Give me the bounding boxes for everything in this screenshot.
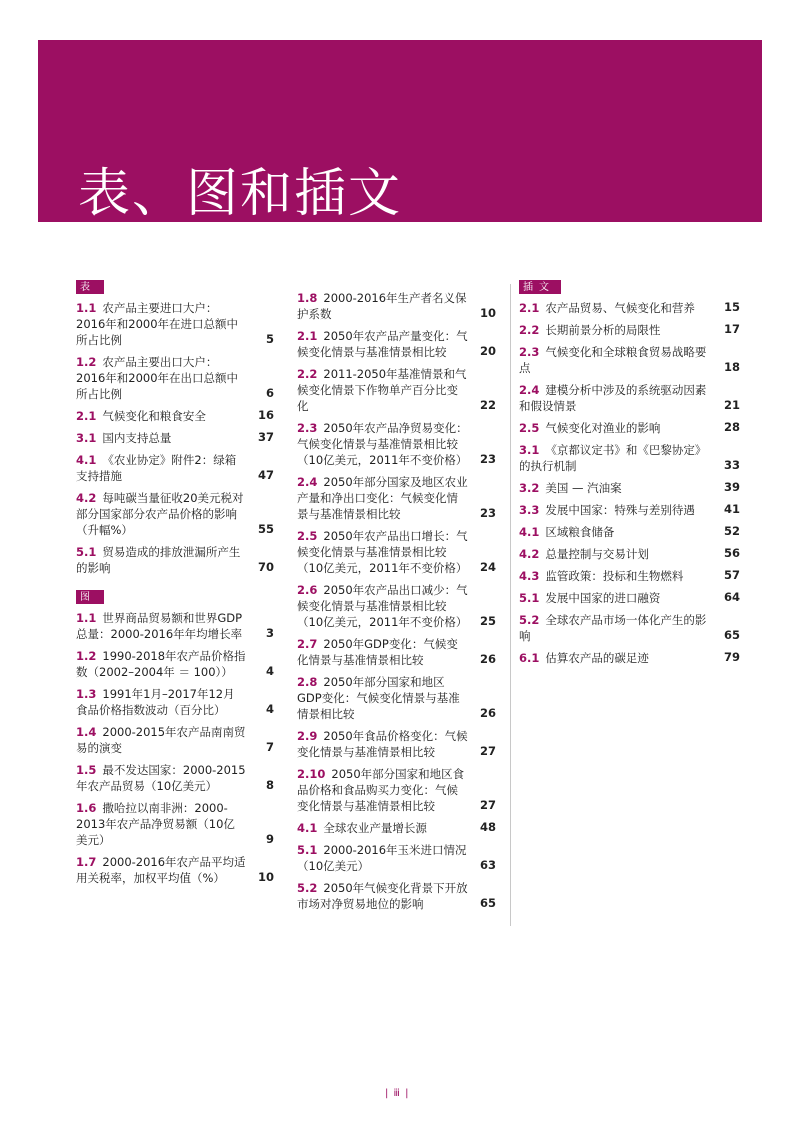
toc-entry[interactable] bbox=[519, 502, 740, 518]
entry-page: 10 bbox=[257, 870, 274, 884]
entry-number: 2.3 bbox=[519, 345, 540, 359]
entry-page: 55 bbox=[257, 522, 274, 536]
entry-page: 41 bbox=[723, 502, 740, 516]
entry-page: 25 bbox=[479, 614, 496, 628]
toc-entry[interactable] bbox=[297, 582, 496, 630]
entry-number: 2.10 bbox=[297, 767, 326, 781]
entry-number: 5.2 bbox=[297, 881, 318, 895]
entry-page: 17 bbox=[723, 322, 740, 336]
page-title: 表、图和插文 bbox=[78, 164, 403, 224]
entry-number: 1.2 bbox=[76, 649, 97, 663]
toc-entry[interactable] bbox=[519, 442, 740, 474]
toc-entry[interactable] bbox=[519, 382, 740, 414]
entry-page: 7 bbox=[265, 740, 274, 754]
entry-title: 区域粮食储备 bbox=[545, 525, 615, 539]
entry-title: 农产品主要进口大户：2016年和2000年在进口总额中所占比例 bbox=[76, 301, 239, 347]
toc-entry[interactable] bbox=[297, 674, 496, 722]
entry-number: 3.1 bbox=[76, 431, 97, 445]
figures-tag: 图 bbox=[76, 590, 104, 604]
toc-entry[interactable] bbox=[297, 420, 496, 468]
toc-entry[interactable] bbox=[519, 568, 740, 584]
toc-entry[interactable] bbox=[297, 880, 496, 912]
toc-entry[interactable] bbox=[76, 762, 274, 794]
entry-number: 2.4 bbox=[519, 383, 540, 397]
entry-page: 15 bbox=[723, 300, 740, 314]
entry-number: 1.5 bbox=[76, 763, 97, 777]
entry-title: 2050年部分国家和地区食品价格和食品购买力变化：气候变化情景与基准情景相比较 bbox=[297, 767, 465, 813]
entry-number: 2.1 bbox=[76, 409, 97, 423]
entry-number: 2.5 bbox=[297, 529, 318, 543]
toc-entry[interactable] bbox=[76, 452, 274, 484]
entry-title: 《京都议定书》和《巴黎协定》的执行机制 bbox=[519, 443, 707, 473]
entry-title: 监管政策：投标和生物燃料 bbox=[545, 569, 684, 583]
toc-entry[interactable] bbox=[519, 524, 740, 540]
toc-entry[interactable] bbox=[76, 724, 274, 756]
entry-number: 1.1 bbox=[76, 301, 97, 315]
entry-page: 18 bbox=[723, 360, 740, 374]
entry-title: 全球农产品市场一体化产生的影响 bbox=[519, 613, 707, 643]
entry-title: 2000-2016年农产品平均适用关税率，加权平均值（%） bbox=[76, 855, 246, 885]
toc-entry[interactable] bbox=[76, 648, 274, 680]
entry-number: 5.1 bbox=[76, 545, 97, 559]
entry-title: 2000-2016年生产者名义保护系数 bbox=[297, 291, 467, 321]
entry-title: 《农业协定》附件2：绿箱支持措施 bbox=[76, 453, 237, 483]
entry-page: 22 bbox=[479, 398, 496, 412]
entry-title: 1990-2018年农产品价格指数（2002–2004年 ＝ 100）） bbox=[76, 649, 246, 679]
entry-title: 2000-2015年农产品南南贸易的演变 bbox=[76, 725, 246, 755]
entry-page: 10 bbox=[479, 306, 496, 320]
entry-number: 5.2 bbox=[519, 613, 540, 627]
column-right bbox=[519, 278, 740, 678]
page-number: | ⅲ | bbox=[385, 1088, 410, 1099]
entry-number: 3.2 bbox=[519, 481, 540, 495]
entry-page: 4 bbox=[265, 664, 274, 678]
entry-number: 2.4 bbox=[297, 475, 318, 489]
entry-title: 发展中国家：特殊与差别待遇 bbox=[545, 503, 695, 517]
entry-page: 27 bbox=[479, 744, 496, 758]
boxes-section bbox=[519, 278, 740, 666]
toc-entry[interactable] bbox=[76, 686, 274, 718]
entry-number: 5.1 bbox=[519, 591, 540, 605]
entry-page: 63 bbox=[479, 858, 496, 872]
entry-number: 2.1 bbox=[297, 329, 318, 343]
toc-entry[interactable] bbox=[76, 544, 274, 576]
entry-title: 农产品主要出口大户：2016年和2000年在出口总额中所占比例 bbox=[76, 355, 239, 401]
entry-number: 5.1 bbox=[297, 843, 318, 857]
entry-page: 37 bbox=[257, 430, 274, 444]
entry-page: 4 bbox=[265, 702, 274, 716]
entry-title: 2011-2050年基准情景和气候变化情景下作物单产百分比变化 bbox=[297, 367, 467, 413]
entry-page: 27 bbox=[479, 798, 496, 812]
toc-entry[interactable] bbox=[297, 842, 496, 874]
entry-page: 21 bbox=[723, 398, 740, 412]
entry-number: 3.3 bbox=[519, 503, 540, 517]
entry-page: 56 bbox=[723, 546, 740, 560]
entry-title: 2050年部分国家和地区GDP变化：气候变化情景与基准情景相比较 bbox=[297, 675, 460, 721]
entry-title: 2050年食品价格变化：气候变化情景与基准情景相比较 bbox=[297, 729, 468, 759]
toc-entry[interactable] bbox=[297, 728, 496, 760]
toc-entry[interactable] bbox=[297, 766, 496, 814]
entry-number: 1.4 bbox=[76, 725, 97, 739]
toc-entry[interactable] bbox=[76, 610, 274, 642]
toc-entry[interactable] bbox=[76, 354, 274, 402]
boxes-tag: 插文 bbox=[519, 280, 561, 294]
entry-page: 57 bbox=[723, 568, 740, 582]
title-banner bbox=[38, 40, 762, 222]
toc-entry[interactable] bbox=[519, 480, 740, 496]
entry-page: 64 bbox=[723, 590, 740, 604]
entry-number: 6.1 bbox=[519, 651, 540, 665]
entry-number: 2.7 bbox=[297, 637, 318, 651]
toc-entry[interactable] bbox=[519, 322, 740, 338]
entry-number: 1.6 bbox=[76, 801, 97, 815]
toc-entry[interactable] bbox=[76, 854, 274, 886]
entry-number: 4.3 bbox=[519, 569, 540, 583]
toc-entry[interactable] bbox=[297, 820, 496, 836]
entry-number: 3.1 bbox=[519, 443, 540, 457]
toc-entry[interactable] bbox=[76, 408, 274, 424]
toc-entry[interactable] bbox=[297, 366, 496, 414]
entry-title: 美国 — 汽油案 bbox=[545, 481, 622, 495]
entry-number: 2.9 bbox=[297, 729, 318, 743]
entry-title: 发展中国家的进口融资 bbox=[545, 591, 661, 605]
entry-page: 79 bbox=[723, 650, 740, 664]
entry-page: 23 bbox=[479, 452, 496, 466]
toc-entry[interactable] bbox=[519, 546, 740, 562]
entry-page: 33 bbox=[723, 458, 740, 472]
entry-title: 农产品贸易、气候变化和营养 bbox=[545, 301, 695, 315]
entry-number: 2.3 bbox=[297, 421, 318, 435]
entry-number: 4.1 bbox=[76, 453, 97, 467]
toc-entry[interactable] bbox=[519, 590, 740, 606]
entry-title: 气候变化和全球粮食贸易战略要点 bbox=[519, 345, 707, 375]
entry-title: 2050年农产品出口增长：气候变化情景与基准情景相比较（10亿美元，2011年不变价格） bbox=[297, 529, 468, 575]
column-middle bbox=[297, 284, 511, 926]
entry-title: 2050年农产品净贸易变化：气候变化情景与基准情景相比较（10亿美元，2011年不变价格） bbox=[297, 421, 468, 467]
toc-entry[interactable] bbox=[519, 420, 740, 436]
entry-page: 23 bbox=[479, 506, 496, 520]
toc-entry[interactable] bbox=[297, 290, 496, 322]
entry-page: 6 bbox=[265, 386, 274, 400]
entry-number: 2.1 bbox=[519, 301, 540, 315]
toc-entry[interactable] bbox=[76, 800, 274, 848]
entry-page: 52 bbox=[723, 524, 740, 538]
entry-number: 4.2 bbox=[76, 491, 97, 505]
entry-title: 2000-2016年玉米进口情况（10亿美元） bbox=[297, 843, 467, 873]
entry-title: 长期前景分析的局限性 bbox=[545, 323, 661, 337]
entry-number: 2.6 bbox=[297, 583, 318, 597]
column-left bbox=[76, 278, 274, 898]
entry-page: 26 bbox=[479, 652, 496, 666]
entry-number: 1.1 bbox=[76, 611, 97, 625]
entry-page: 5 bbox=[265, 332, 274, 346]
entry-title: 总量控制与交易计划 bbox=[545, 547, 649, 561]
entry-page: 70 bbox=[257, 560, 274, 574]
toc-entry[interactable] bbox=[297, 328, 496, 360]
entry-number: 2.2 bbox=[297, 367, 318, 381]
tables-section bbox=[76, 278, 274, 576]
toc-entry[interactable] bbox=[297, 636, 496, 668]
entry-number: 2.5 bbox=[519, 421, 540, 435]
entry-title: 全球农业产量增长源 bbox=[323, 821, 427, 835]
entry-number: 2.2 bbox=[519, 323, 540, 337]
entry-title: 2050年GDP变化：气候变化情景与基准情景相比较 bbox=[297, 637, 458, 667]
toc-entry[interactable] bbox=[519, 344, 740, 376]
entry-title: 撒哈拉以南非洲：2000-2013年农产品净贸易额（10亿美元） bbox=[76, 801, 235, 847]
toc-entry[interactable] bbox=[76, 430, 274, 446]
toc-entry[interactable] bbox=[297, 528, 496, 576]
entry-title: 2050年部分国家及地区农业产量和净出口变化：气候变化情景与基准情景相比较 bbox=[297, 475, 468, 521]
entry-page: 8 bbox=[265, 778, 274, 792]
entry-title: 国内支持总量 bbox=[102, 431, 172, 445]
entry-title: 2050年气候变化背景下开放市场对净贸易地位的影响 bbox=[297, 881, 468, 911]
entry-title: 估算农产品的碳足迹 bbox=[545, 651, 649, 665]
entry-page: 65 bbox=[723, 628, 740, 642]
entry-title: 最不发达国家：2000-2015年农产品贸易（10亿美元） bbox=[76, 763, 246, 793]
entry-page: 9 bbox=[265, 832, 274, 846]
figures-section bbox=[76, 588, 274, 886]
entry-number: 1.3 bbox=[76, 687, 97, 701]
entry-number: 4.1 bbox=[297, 821, 318, 835]
entry-title: 每吨碳当量征收20美元税对部分国家部分农产品价格的影响（升幅%） bbox=[76, 491, 244, 537]
entry-title: 贸易造成的排放泄漏所产生的影响 bbox=[76, 545, 241, 575]
toc-entry[interactable] bbox=[76, 300, 274, 348]
entry-title: 气候变化和粮食安全 bbox=[102, 409, 206, 423]
entry-page: 24 bbox=[479, 560, 496, 574]
entry-number: 4.2 bbox=[519, 547, 540, 561]
entry-page: 16 bbox=[257, 408, 274, 422]
entry-page: 28 bbox=[723, 420, 740, 434]
entry-title: 2050年农产品出口减少：气候变化情景与基准情景相比较（10亿美元，2011年不变价格） bbox=[297, 583, 468, 629]
entry-page: 20 bbox=[479, 344, 496, 358]
entry-page: 48 bbox=[479, 820, 496, 834]
entry-title: 气候变化对渔业的影响 bbox=[545, 421, 661, 435]
toc-entry[interactable] bbox=[519, 612, 740, 644]
entry-page: 47 bbox=[257, 468, 274, 482]
entry-number: 2.8 bbox=[297, 675, 318, 689]
toc-entry[interactable] bbox=[519, 650, 740, 666]
entry-page: 26 bbox=[479, 706, 496, 720]
entry-title: 1991年1月–2017年12月食品价格指数波动（百分比） bbox=[76, 687, 235, 717]
toc-entry[interactable] bbox=[297, 474, 496, 522]
toc-entry[interactable] bbox=[76, 490, 274, 538]
toc-entry[interactable] bbox=[519, 300, 740, 316]
entry-page: 65 bbox=[479, 896, 496, 910]
entry-page: 3 bbox=[265, 626, 274, 640]
entry-title: 建模分析中涉及的系统驱动因素和假设情景 bbox=[519, 383, 707, 413]
entry-number: 4.1 bbox=[519, 525, 540, 539]
entry-title: 2050年农产品产量变化：气候变化情景与基准情景相比较 bbox=[297, 329, 468, 359]
entry-number: 1.8 bbox=[297, 291, 318, 305]
entry-number: 1.2 bbox=[76, 355, 97, 369]
tables-tag: 表 bbox=[76, 280, 104, 294]
entry-page: 39 bbox=[723, 480, 740, 494]
entry-title: 世界商品贸易额和世界GDP总量：2000-2016年年均增长率 bbox=[76, 611, 243, 641]
entry-number: 1.7 bbox=[76, 855, 97, 869]
